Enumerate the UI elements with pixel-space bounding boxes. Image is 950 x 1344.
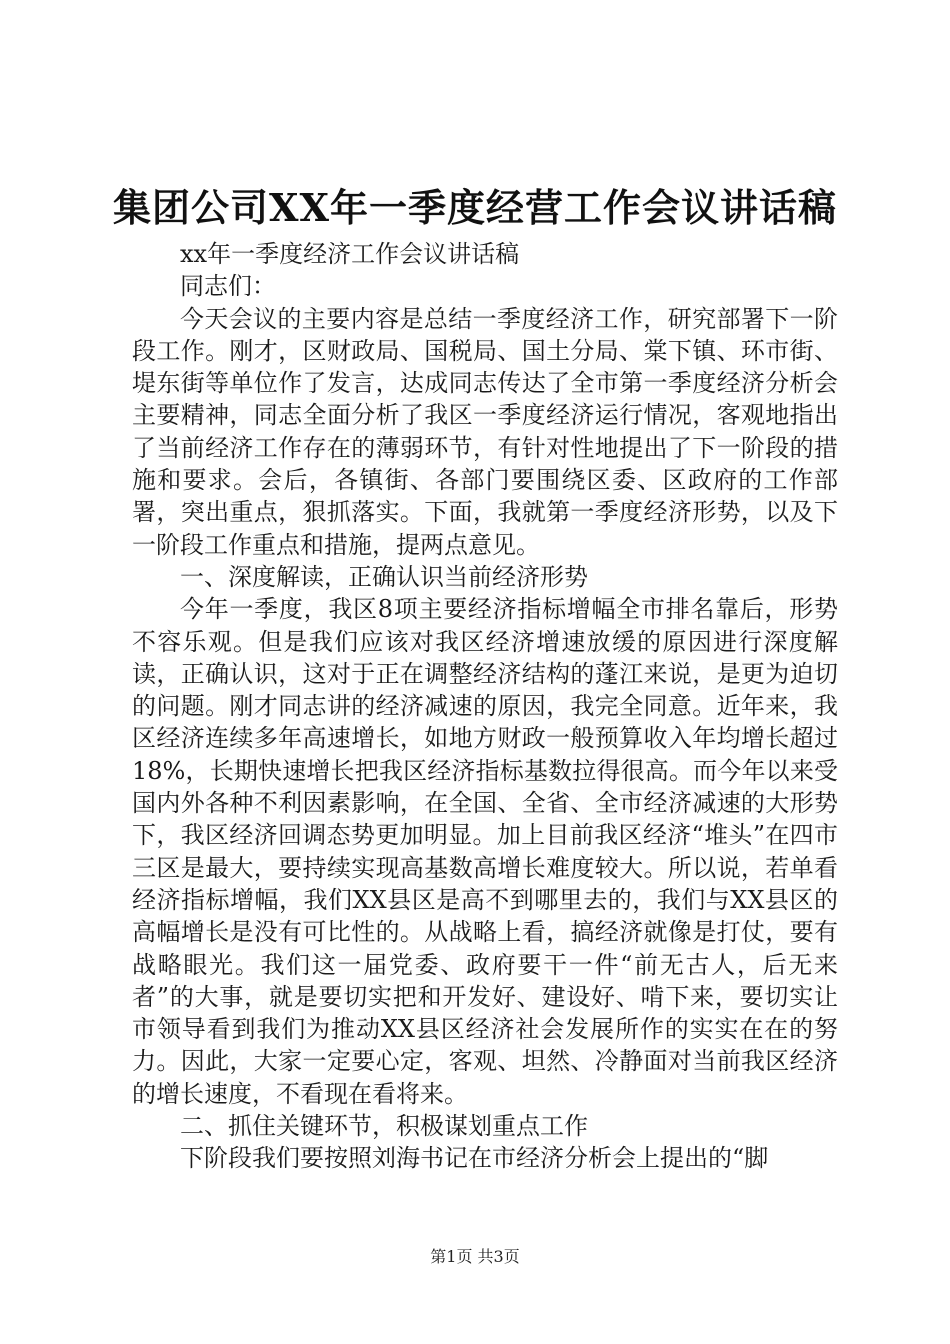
paragraph: 今天会议的主要内容是总结一季度经济工作，研究部署下一阶段工作。刚才，区财政局、国税局、国土分局、棠下镇、环市街、堤东街等单位作了发言，达成同志传达了全市第一季度经济分析会主要精神，同志全面分析了我区一季度经济运行情况，客观地指出了当前经济工作存在的薄弱环节，有针对性地提出了下一阶段的措施和要求。会后，各镇街、各部门要围绕区委、区政府的工作部署，突出重点，狠抓落实。下面，我就第一季度经济形势，以及下一阶段工作重点和措施，提两点意见。 xyxy=(132,304,838,559)
page-number-footer: 第1页 共3页 xyxy=(430,1247,520,1266)
paragraph: 下阶段我们要按照刘海书记在市经济分析会上提出的“脚 xyxy=(180,1144,769,1173)
greeting: 同志们： xyxy=(180,272,276,301)
paragraph: 今年一季度，我区8项主要经济指标增幅全市排名靠后，形势不容乐观。但是我们应该对我区经济增速放缓的原因进行深度解读，正确认识，这对于正在调整经济结构的蓬江来说，是更为迫切的问题。刚才同志讲的经济减速的原因，我完全同意。近年来，我区经济连续多年高速增长，如地方财政一般预算收入年均增长超过18%，长期快速增长把我区经济指标基数拉得很高。而今年以来受国内外各种不利因素影响，在全国、全省、全市经济减速的大形势下，我区经济回调态势更加明显。加上目前我区经济“堆头”在四市三区是最大，要持续实现高基数高增长难度较大。所以说，若单看经济指标增幅，我们XX县区是高不到哪里去的，我们与XX县区的高幅增长是没有可比性的。从战略上看，搞经济就像是打仗，要有战略眼光。我们这一届党委、政府要干一件“前无古人，后无来者”的大事，就是要切实把和开发好、建设好、啃下来，要切实让市领导看到我们为推动XX县区经济社会发展所作的实实在在的努力。因此，大家一定要心定，客观、坦然、冷静面对当前我区经济的增长速度，不看现在看将来。 xyxy=(132,595,838,1108)
document-title: 集团公司XX年一季度经营工作会议讲话稿 xyxy=(113,185,837,230)
subtitle: xx年一季度经济工作会议讲话稿 xyxy=(180,240,520,268)
section-heading: 一、深度解读，正确认识当前经济形势 xyxy=(180,562,588,591)
section-heading: 二、抓住关键环节，积极谋划重点工作 xyxy=(180,1112,588,1141)
document-body xyxy=(132,238,838,1175)
